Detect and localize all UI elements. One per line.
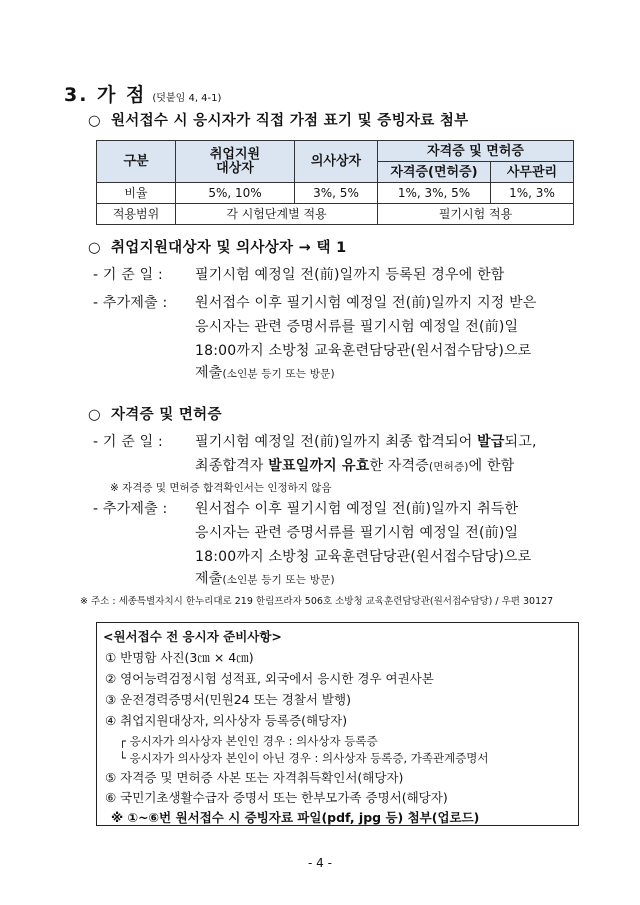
cell-rate-office: 1%, 3% bbox=[491, 183, 574, 204]
section-title: 3. 가 점 (덧붙임 4, 4-1) bbox=[64, 84, 222, 106]
b3-extra-line1: 원서접수 이후 필기시험 예정일 전(前)일까지 취득한 bbox=[195, 501, 519, 517]
list-item: ③ 운전경력증명서(민원24 또는 경찰서 발행) bbox=[105, 692, 351, 707]
bonus-table bbox=[96, 140, 574, 225]
cell-scope-label: 적용범위 bbox=[97, 204, 176, 225]
section-subtitle: (덧붙임 4, 4-1) bbox=[152, 93, 222, 104]
cell-rate-label: 비율 bbox=[97, 183, 176, 204]
sub-item-1: ┌ 응시자가 의사상자 본인인 경우 : 의사상자 등록증 bbox=[119, 734, 378, 748]
cell-rate-injured: 3%, 5% bbox=[295, 183, 378, 204]
col-header-office: 사무관리 bbox=[491, 162, 574, 183]
circle-bullet-icon: ○ bbox=[88, 113, 101, 129]
b2-extra-line3: 18:00까지 소방청 교육훈련담당관(원서접수담당)으로 bbox=[195, 343, 532, 359]
address-note: ※ 주소 : 세종특별자치시 한누리대로 219 한림프라자 506호 소방청 교육훈련담당관(원서접수담당) / 우편 30127 bbox=[80, 596, 554, 607]
b2-extra-label: - 추가제출 : bbox=[93, 295, 168, 311]
col-header-gubun: 구분 bbox=[97, 141, 176, 183]
bullet-submission: ○ 원서접수 시 응시자가 직접 가점 표기 및 증빙자료 첨부 bbox=[88, 113, 469, 129]
col-header-license-group: 자격증 및 면허증 bbox=[378, 141, 574, 162]
b2-criteria-label: - 기 준 일 : bbox=[93, 267, 163, 283]
table-row bbox=[97, 183, 574, 204]
col-header-license: 자격증(면허증) bbox=[378, 162, 491, 183]
bullet-license: ○ 자격증 및 면허증 bbox=[88, 407, 222, 423]
b2-extra-line4: 제출(소인분 등기 또는 방문) bbox=[195, 365, 335, 381]
prep-box-title: <원서접수 전 응시자 준비사항> bbox=[103, 629, 282, 644]
circle-bullet-icon: ○ bbox=[88, 240, 101, 256]
list-item: ④ 취업지원대상자, 의사상자 등록증(해당자) bbox=[105, 713, 348, 728]
list-item: ① 반명함 사진(3㎝ × 4㎝) bbox=[105, 650, 254, 665]
prep-box-footer: ※ ①~⑥번 원서접수 시 증빙자료 파일(pdf, jpg 등) 첨부(업로드) bbox=[111, 810, 480, 825]
b3-criteria-line1: 필기시험 예정일 전(前)일까지 최종 합격되어 발급되고, bbox=[195, 434, 537, 450]
b3-extra-line2: 응시자는 관련 증명서류를 필기시험 예정일 전(前)일 bbox=[195, 525, 519, 541]
b3-criteria-label: - 기 준 일 : bbox=[93, 434, 163, 450]
cell-scope-right: 필기시험 적용 bbox=[378, 204, 574, 225]
b2-extra-line2: 응시자는 관련 증명서류를 필기시험 예정일 전(前)일 bbox=[195, 319, 519, 335]
list-item: ⑥ 국민기초생활수급자 증명서 또는 한부모가족 증명서(해당자) bbox=[105, 790, 448, 805]
b3-criteria-line2: 최종합격자 발표일까지 유효한 자격증(면허증)에 한함 bbox=[195, 458, 515, 474]
prep-box bbox=[96, 622, 579, 826]
b2-criteria-text: 필기시험 예정일 전(前)일까지 등록된 경우에 한함 bbox=[195, 267, 505, 283]
b3-extra-label: - 추가제출 : bbox=[93, 501, 168, 517]
cell-rate-license: 1%, 3%, 5% bbox=[378, 183, 491, 204]
b3-extra-line3: 18:00까지 소방청 교육훈련담당관(원서접수담당)으로 bbox=[195, 549, 532, 565]
sub-item-2: └ 응시자가 의사상자 본인이 아닌 경우 : 의사상자 등록증, 가족관계증명서 bbox=[119, 751, 489, 765]
col-header-employ: 취업지원 대상자 bbox=[176, 141, 295, 183]
page-number: - 4 - bbox=[308, 856, 332, 870]
col-header-injured: 의사상자 bbox=[295, 141, 378, 183]
b3-note: ※ 자격증 및 면허증 합격확인서는 인정하지 않음 bbox=[110, 482, 332, 494]
bullet-employ-injured: ○ 취업지원대상자 및 의사상자 → 택 1 bbox=[88, 240, 347, 256]
b2-extra-line1: 원서접수 이후 필기시험 예정일 전(前)일까지 지정 받은 bbox=[195, 295, 537, 311]
cell-rate-employ: 5%, 10% bbox=[176, 183, 295, 204]
list-item: ⑤ 자격증 및 면허증 사본 또는 자격취득확인서(해당자) bbox=[105, 770, 404, 785]
b3-extra-line4: 제출(소인분 등기 또는 방문) bbox=[195, 571, 335, 587]
table-row bbox=[97, 204, 574, 225]
circle-bullet-icon: ○ bbox=[88, 407, 101, 423]
list-item: ② 영어능력검정시험 성적표, 외국에서 응시한 경우 여권사본 bbox=[105, 671, 434, 686]
cell-scope-left: 각 시험단계별 적용 bbox=[176, 204, 378, 225]
